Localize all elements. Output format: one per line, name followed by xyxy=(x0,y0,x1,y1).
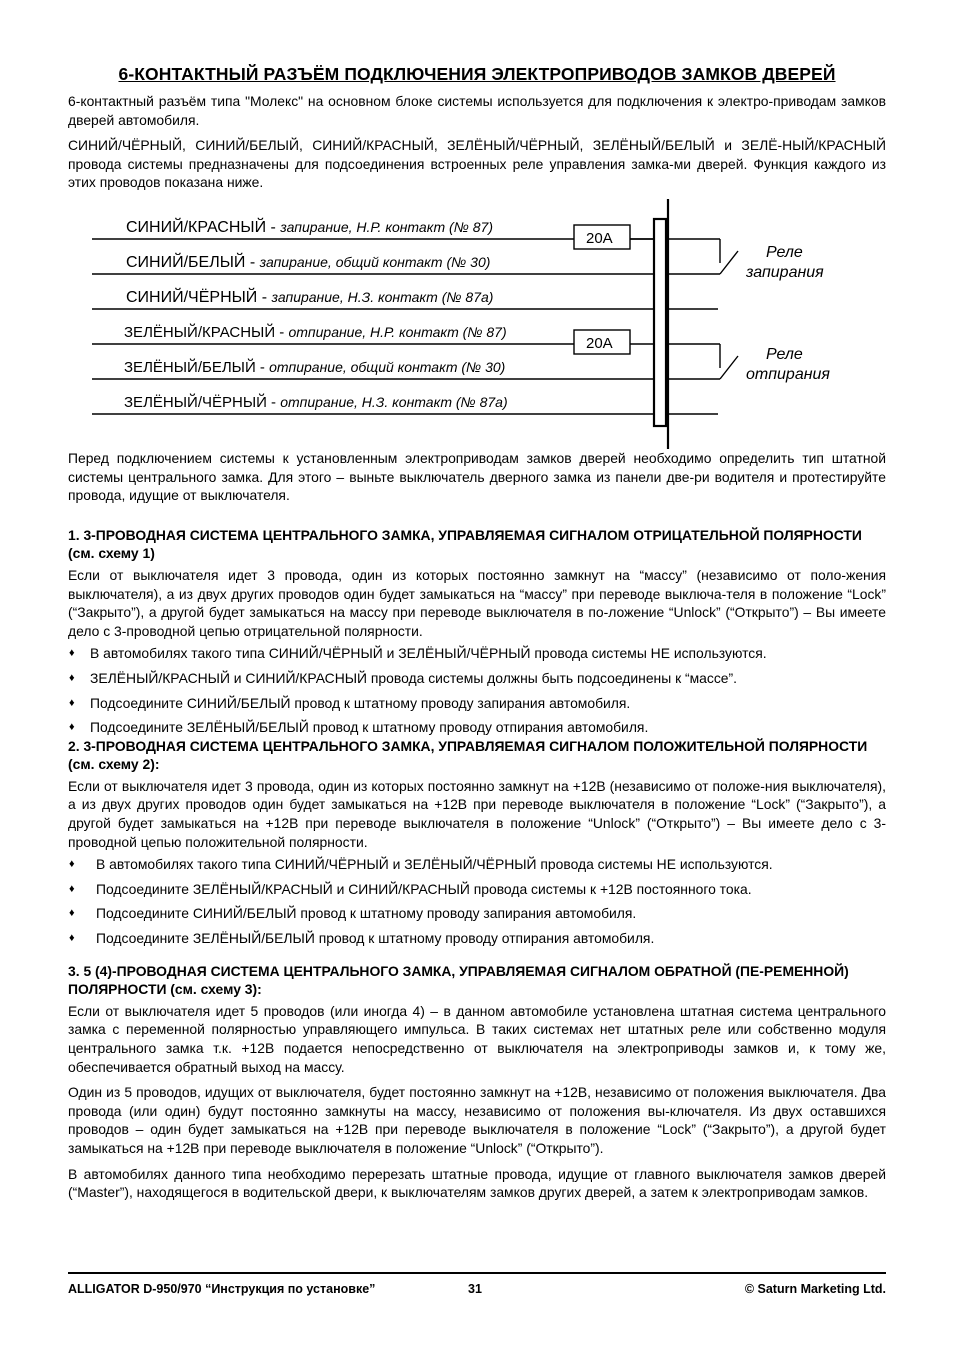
wire-color-6: ЗЕЛЁНЫЙ/ЧЁРНЫЙ xyxy=(124,393,267,411)
connector-block xyxy=(654,219,666,426)
lock-relay-label-1: Реле xyxy=(766,243,803,261)
section-3-paragraph-1: Если от выключателя идет 5 проводов (или иногда 4) – в данном автомобиле установлена штатная система центрального замка с переменной полярностью управляющего импульса. В таких системах нет штатных реле или собственно модуля центрального замка т.к. +12В подается непосредственно от выключателя на электроприводы замков и, к тому же, обеспечивается обратный выход на массу. xyxy=(68,1002,886,1075)
lock-relay-contacts xyxy=(668,239,738,309)
list-item: ♦ Подсоедините ЗЕЛЁНЫЙ/КРАСНЫЙ и СИНИЙ/КРАСНЫЙ провода системы к +12В постоянного тока. xyxy=(69,880,752,897)
before-connection-paragraph: Перед подключением системы к установленным электроприводам замков дверей необходимо определить тип штатной системы центрального замка. Для этого – выньте выключатель дверного замка из панели две-ри водителя и протестируйте провода, идущие от выключателя. xyxy=(68,449,886,504)
section-1-text: Если от выключателя идет 3 провода, один из которых постоянно замкнут на “массу” (независимо от поло-жения выключателя), а из двух других проводов один будет замыкаться на “массу” при переводе выключа-теля в положение “Lock” (“Закрыто”), а другой будет замыкаться на массу при переводе выключателя в по-ложение “Unlock” (“Открыто”) – Вы имеете дело с 3-проводной цепью отрицательной полярности. xyxy=(68,566,886,639)
list-item: ♦ В автомобилях такого типа СИНИЙ/ЧЁРНЫЙ и ЗЕЛЁНЫЙ/ЧЁРНЫЙ провода системы НЕ используются. xyxy=(69,645,767,662)
wire-color-5: ЗЕЛЁНЫЙ/БЕЛЫЙ xyxy=(124,358,256,376)
unlock-relay-label-2: отпирания xyxy=(746,365,830,383)
list-item: ♦ Подсоедините СИНИЙ/БЕЛЫЙ провод к штатному проводу запирания автомобиля. xyxy=(69,905,637,922)
page-title: 6-КОНТАКТНЫЙ РАЗЪЁМ ПОДКЛЮЧЕНИЯ ЭЛЕКТРОПРИВОДОВ ЗАМКОВ ДВЕРЕЙ xyxy=(118,64,836,84)
lock-relay-label-2: запирания xyxy=(746,263,824,281)
section-1-list xyxy=(68,644,886,736)
list-item: ♦ В автомобилях такого типа СИНИЙ/ЧЁРНЫЙ и ЗЕЛЁНЫЙ/ЧЁРНЫЙ провода системы НЕ используются. xyxy=(69,856,773,873)
wire-desc-6: отпирание, Н.З. контакт (№ 87а) xyxy=(280,393,508,410)
wire-label-1: СИНИЙ/КРАСНЫЙ - запирание, Н.Р. контакт (№ 87) xyxy=(126,218,493,236)
list-item: ♦ Подсоедините ЗЕЛЁНЫЙ/БЕЛЫЙ провод к штатному проводу отпирания автомобиля. xyxy=(69,719,649,736)
wire-label-2: СИНИЙ/БЕЛЫЙ - запирание, общий контакт (№ 30) xyxy=(126,253,491,271)
intro-paragraph-2: СИНИЙ/ЧЁРНЫЙ, СИНИЙ/БЕЛЫЙ, СИНИЙ/КРАСНЫЙ, ЗЕЛЁНЫЙ/ЧЁРНЫЙ, ЗЕЛЁНЫЙ/БЕЛЫЙ и ЗЕЛЁ-НЫЙ/КРАСНЫЙ провода системы предназначены для подсоединения встроенных реле управления замка-ми дверей. Функция каждого из этих проводов показана ниже. xyxy=(68,137,886,191)
section-3-heading: 3. 5 (4)-ПРОВОДНАЯ СИСТЕМА ЦЕНТРАЛЬНОГО ЗАМКА, УПРАВЛЯЕМАЯ СИГНАЛОМ ОБРАТНОЙ (ПЕ-РЕМЕННОЙ) ПОЛЯРНОСТИ (см. схему 3): xyxy=(68,962,849,998)
fuse-2-label: 20А xyxy=(586,334,613,352)
wire-label-5: ЗЕЛЁНЫЙ/БЕЛЫЙ - отпирание, общий контакт (№ 30) xyxy=(124,358,506,376)
list-item: ♦ Подсоедините ЗЕЛЁНЫЙ/БЕЛЫЙ провод к штатному проводу отпирания автомобиля. xyxy=(69,930,655,947)
wiring-diagram xyxy=(68,199,886,449)
fuse-1 xyxy=(574,225,630,249)
section-2-list xyxy=(68,855,886,947)
wire-label-3: СИНИЙ/ЧЁРНЫЙ - запирание, Н.З. контакт (№ 87а) xyxy=(126,288,494,306)
unlock-relay-label-1: Реле xyxy=(766,345,803,363)
section-2-text: Если от выключателя идет 3 провода, один из которых постоянно замкнут на +12В (независимо от положе-ния выключателя), а из двух других проводов один будет замыкаться на +12В при переводе выключателя в положение “Lock” (“Закрыто”), а другой будет замыкаться на +12В при переводе выключателя в положение “Unlock” (“Открыто”) – Вы имеете дело с 3-проводной цепью положительной полярности. xyxy=(68,777,886,850)
wire-color-2: СИНИЙ/БЕЛЫЙ xyxy=(126,253,246,271)
page-number: 31 xyxy=(468,1282,482,1296)
wire-desc-3: запирание, Н.З. контакт (№ 87а) xyxy=(271,288,494,305)
wire-label-4: ЗЕЛЁНЫЙ/КРАСНЫЙ - отпирание, Н.Р. контакт (№ 87) xyxy=(124,323,507,341)
section-1-heading: 1. 3-ПРОВОДНАЯ СИСТЕМА ЦЕНТРАЛЬНОГО ЗАМКА, УПРАВЛЯЕМАЯ СИГНАЛОМ ОТРИЦАТЕЛЬНОЙ ПОЛЯРНОСТИ (см. схему 1) xyxy=(68,526,862,562)
wire-color-4: ЗЕЛЁНЫЙ/КРАСНЫЙ xyxy=(124,323,276,341)
page-footer xyxy=(68,1272,886,1304)
section-3-paragraph-2: Один из 5 проводов, идущих от выключателя, будет постоянно замкнут на +12В, независимо от положения выключателя. Два провода (или один) будут постоянно замкнуты на массу, независимо от положения вы-ключателя. Из двух оставшихся проводов – один будет замыкаться на +12В при переводе выключателя в положение “Lock” (“Закрыто”), а другой будет замыкаться на +12В при переводе выключателя в положение “Unlock” (“Открыто”). xyxy=(68,1084,886,1156)
section-3-paragraph-3: В автомобилях данного типа необходимо перерезать штатные провода, идущие от главного выключателя замков дверей (“Master”), находящегося в водительской двери, к выключателям замков других дверей, а затем к электроприводам замков. xyxy=(68,1165,886,1201)
unlock-relay-contacts xyxy=(668,344,738,414)
footer-copyright: © Saturn Marketing Ltd. xyxy=(744,1282,886,1296)
wire-desc-5: отпирание, общий контакт (№ 30) xyxy=(269,358,506,375)
wire-desc-1: запирание, Н.Р. контакт (№ 87) xyxy=(280,218,493,235)
page-content xyxy=(68,64,886,1209)
wire-desc-4: отпирание, Н.Р. контакт (№ 87) xyxy=(288,323,507,340)
wire-color-1: СИНИЙ/КРАСНЫЙ xyxy=(126,218,267,236)
wire-label-6: ЗЕЛЁНЫЙ/ЧЁРНЫЙ - отпирание, Н.З. контакт (№ 87а) xyxy=(124,393,508,411)
wire-desc-2: запирание, общий контакт (№ 30) xyxy=(259,253,491,270)
fuse-1-label: 20А xyxy=(586,229,613,247)
intro-paragraph-1: 6-контактный разъём типа "Молекс" на основном блоке системы используется для подключения к электро-приводам замков дверей автомобиля. xyxy=(68,93,886,128)
list-item: ♦ Подсоедините СИНИЙ/БЕЛЫЙ провод к штатному проводу запирания автомобиля. xyxy=(69,694,631,711)
footer-title: ALLIGATOR D-950/970 “Инструкция по установке” xyxy=(68,1282,376,1296)
fuse-2 xyxy=(574,330,630,354)
wire-color-3: СИНИЙ/ЧЁРНЫЙ xyxy=(126,288,258,306)
section-2-heading: 2. 3-ПРОВОДНАЯ СИСТЕМА ЦЕНТРАЛЬНОГО ЗАМКА, УПРАВЛЯЕМАЯ СИГНАЛОМ ПОЛОЖИТЕЛЬНОЙ ПОЛЯРНОСТИ (см. схему 2): xyxy=(68,737,868,773)
list-item: ♦ ЗЕЛЁНЫЙ/КРАСНЫЙ и СИНИЙ/КРАСНЫЙ провода системы должны быть подсоединены к “массе”. xyxy=(69,669,738,686)
